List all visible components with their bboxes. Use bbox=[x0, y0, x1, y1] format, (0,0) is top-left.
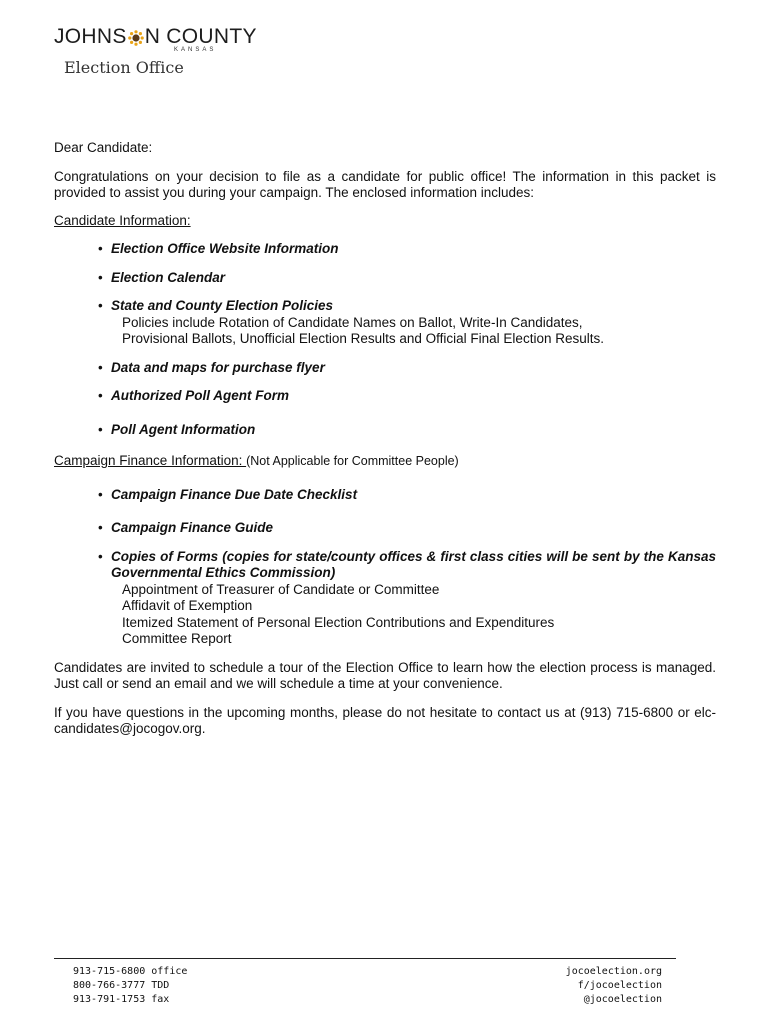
footer bbox=[54, 958, 676, 1005]
form-item: Affidavit of Exemption bbox=[122, 598, 253, 613]
list-item: • Election Calendar bbox=[98, 269, 226, 285]
intro-paragraph: Congratulations on your decision to file as a candidate for public office! The information in this packet is provided to assist you during your campaign. The enclosed information includes: bbox=[54, 168, 716, 200]
list-item: • Data and maps for purchase flyer bbox=[98, 359, 325, 375]
office-label: Election Office bbox=[64, 58, 184, 77]
policies-note-line-2: Provisional Ballots, Unofficial Election Results and Official Final Election Results. bbox=[122, 331, 604, 346]
candidate-info-list-continued bbox=[54, 360, 716, 439]
list-item: • Election Office Website Information bbox=[98, 241, 339, 256]
county-name-end: N COUNTY bbox=[144, 25, 257, 48]
bullet-icon: • bbox=[98, 388, 103, 403]
tdd-phone: 800-766-3777 TDD bbox=[73, 980, 170, 991]
campaign-finance-heading-row bbox=[54, 453, 716, 470]
facebook-handle[interactable]: f/jocoelection bbox=[577, 980, 662, 991]
fax-number: 913-791-1753 fax bbox=[73, 994, 170, 1005]
policies-note-line-1: Policies include Rotation of Candidate Names on Ballot, Write-In Candidates, bbox=[122, 314, 583, 330]
list-item: • Campaign Finance Due Date Checklist bbox=[98, 486, 358, 502]
footer-web bbox=[566, 965, 662, 1007]
candidate-info-list bbox=[54, 241, 716, 315]
campaign-finance-list bbox=[54, 487, 716, 582]
county-wordmark bbox=[54, 25, 257, 48]
county-name-start: JOHNS bbox=[54, 25, 127, 48]
bullet-icon: • bbox=[98, 269, 103, 285]
johnson-county-logo bbox=[54, 25, 257, 82]
form-item: Appointment of Treasurer of Candidate or Committee bbox=[122, 581, 440, 597]
tour-paragraph: Candidates are invited to schedule a tour of the Election Office to learn how the election process is managed. Just call or send an email and we will schedule a time at your convenience. bbox=[54, 659, 716, 691]
bullet-icon: • bbox=[98, 548, 103, 564]
list-item: • Poll Agent Information bbox=[98, 421, 256, 437]
bullet-icon: • bbox=[98, 241, 103, 256]
campaign-finance-note: (Not Applicable for Committee People) bbox=[246, 454, 459, 468]
contact-paragraph: If you have questions in the upcoming months, please do not hesitate to contact us at (913) 715-6800 or elc-candidates@jocogov.org. bbox=[54, 704, 716, 736]
list-item: • Authorized Poll Agent Form bbox=[98, 388, 289, 403]
list-item: • State and County Election Policies bbox=[98, 298, 334, 313]
website-link[interactable]: jocoelection.org bbox=[565, 966, 662, 977]
sunflower-icon bbox=[128, 29, 144, 45]
form-item: Committee Report bbox=[122, 631, 232, 646]
state-label: KANSAS bbox=[174, 47, 217, 53]
bullet-icon: • bbox=[98, 298, 103, 313]
bullet-icon: • bbox=[98, 359, 103, 375]
office-phone: 913-715-6800 office bbox=[73, 966, 188, 977]
bullet-icon: • bbox=[98, 486, 103, 502]
candidate-info-heading: Candidate Information: bbox=[54, 212, 191, 228]
letter-body bbox=[54, 140, 716, 738]
bullet-icon: • bbox=[98, 421, 103, 437]
campaign-finance-heading: Campaign Finance Information: bbox=[54, 453, 247, 468]
list-item: • Campaign Finance Guide bbox=[98, 520, 274, 535]
list-item: • Copies of Forms (copies for state/county offices & first class cities will be sent by the Kansas Governmental Ethics Commission) bbox=[98, 548, 716, 580]
bullet-icon: • bbox=[98, 520, 103, 535]
twitter-handle[interactable]: @jocoelection bbox=[583, 994, 662, 1005]
footer-phones bbox=[73, 965, 187, 1007]
form-item: Itemized Statement of Personal Election Contributions and Expenditures bbox=[122, 614, 555, 630]
greeting: Dear Candidate: bbox=[54, 140, 153, 155]
